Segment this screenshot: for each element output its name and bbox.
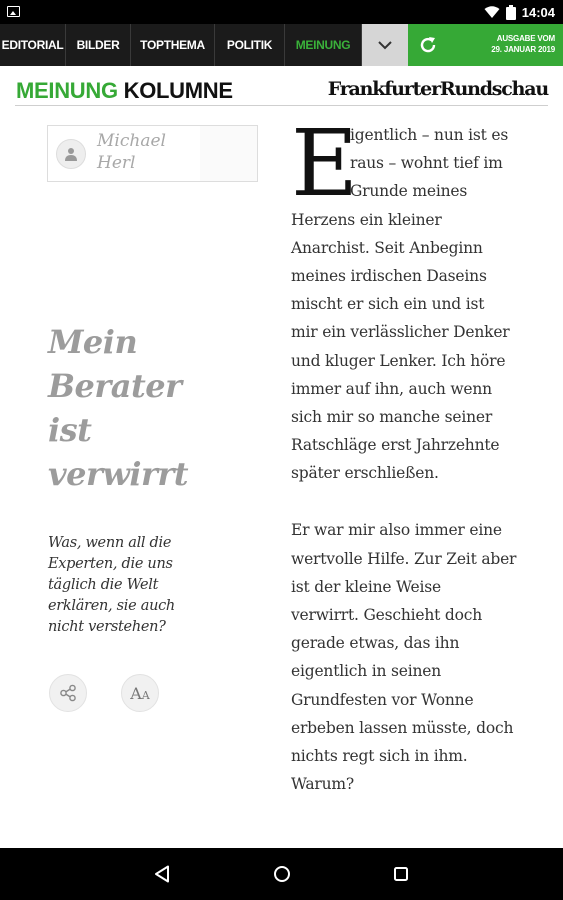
- body-line: ist der kleine Weise: [291, 577, 441, 596]
- body-line: Ratschläge erst Jahrzehnte: [291, 436, 500, 455]
- body-line: verwirrt. Geschieht doch: [291, 606, 483, 624]
- headline-line: Mein: [48, 323, 138, 361]
- home-icon: [273, 865, 291, 883]
- back-button[interactable]: [150, 862, 174, 886]
- back-icon: [154, 865, 170, 883]
- teaser-line: erklären, sie auch: [48, 598, 175, 614]
- body-line: Anarchist. Seit Anbeginn: [291, 238, 483, 257]
- tab-politik[interactable]: POLITIK: [215, 24, 285, 66]
- body-line: mir ein verlässlicher Denker: [291, 323, 510, 342]
- body-line: wertvolle Hilfe. Zur Zeit aber: [291, 549, 517, 568]
- body-line: sich mir so manche seiner: [291, 407, 493, 426]
- tab-editorial[interactable]: EDITORIAL: [0, 24, 66, 66]
- refresh-icon[interactable]: [418, 35, 438, 55]
- section-heading: [16, 78, 233, 104]
- body-line: und kluger Lenker. Ich höre: [291, 351, 506, 370]
- issue-label: AUSGABE VOM: [496, 34, 555, 43]
- more-sections-button[interactable]: [362, 24, 408, 66]
- author-name: [97, 130, 197, 174]
- body-line: mischt er sich ein und ist: [291, 295, 485, 314]
- header-divider: [15, 105, 548, 106]
- tab-meinung[interactable]: MEINUNG: [285, 24, 362, 66]
- section-name: MEINUNG: [16, 78, 118, 103]
- author-card[interactable]: [47, 125, 258, 182]
- tab-topthema[interactable]: TOPTHEMA: [131, 24, 215, 66]
- person-icon: [64, 147, 78, 161]
- body-line: igentlich – nun ist es: [350, 126, 509, 144]
- headline-line: verwirrt: [48, 455, 189, 493]
- body-line: Grunde meines: [350, 182, 468, 201]
- body-line: später erschließen.: [291, 464, 439, 483]
- body-line: immer auf ihn, auch wenn: [291, 379, 492, 398]
- body-line: Warum?: [291, 775, 355, 794]
- font-size-button[interactable]: [121, 674, 159, 712]
- recents-button[interactable]: [389, 862, 413, 886]
- wifi-icon: [484, 6, 500, 19]
- avatar: [56, 139, 86, 169]
- recents-icon: [393, 866, 409, 882]
- image-icon: [7, 6, 20, 17]
- issue-date-value: 29. JANUAR 2019: [491, 45, 555, 54]
- battery-icon: [506, 5, 516, 20]
- publication-logo: FrankfurterRundschau: [327, 78, 548, 100]
- home-button[interactable]: [270, 862, 294, 886]
- teaser-line: täglich die Welt: [48, 577, 159, 593]
- share-icon: [59, 684, 77, 702]
- author-last-name: Herl: [97, 153, 136, 173]
- system-navigation-bar: [0, 848, 563, 900]
- issue-date: [491, 33, 555, 55]
- chevron-down-icon: [378, 41, 392, 50]
- body-line: Er war mir also immer eine: [291, 521, 502, 540]
- body-line: eigentlich in seinen: [291, 662, 442, 681]
- headline-line: Berater: [48, 367, 182, 405]
- article-headline: [48, 320, 248, 496]
- tab-bilder[interactable]: BILDER: [66, 24, 131, 66]
- body-line: meines irdischen Daseins: [291, 266, 487, 285]
- status-bar: [0, 0, 563, 24]
- font-size-icon: AA: [130, 683, 150, 703]
- body-line: Herzens ein kleiner: [291, 210, 442, 229]
- subsection-name: KOLUMNE: [123, 78, 233, 103]
- teaser-line: Experten, die uns: [48, 556, 173, 572]
- issue-selector[interactable]: [408, 24, 563, 66]
- teaser-line: Was, wenn all die: [48, 535, 172, 551]
- share-button[interactable]: [49, 674, 87, 712]
- teaser-line: nicht verstehen?: [48, 619, 166, 635]
- article-teaser: [48, 533, 248, 638]
- body-line: Grundfesten vor Wonne: [291, 690, 474, 709]
- status-clock: 14:04: [521, 4, 555, 20]
- body-line: nichts regt sich in ihm.: [291, 746, 468, 765]
- section-nav: [0, 24, 563, 66]
- body-line: gerade etwas, das ihn: [291, 634, 460, 653]
- article-paragraph: [291, 516, 547, 798]
- headline-line: ist: [48, 411, 92, 449]
- status-icons: [484, 0, 555, 24]
- body-line: raus – wohnt tief im: [350, 154, 503, 173]
- body-line: erbeben lassen müsste, doch: [291, 718, 514, 737]
- drop-cap: E: [291, 110, 359, 217]
- author-first-name: Michael: [97, 131, 166, 151]
- article-body: [291, 110, 547, 798]
